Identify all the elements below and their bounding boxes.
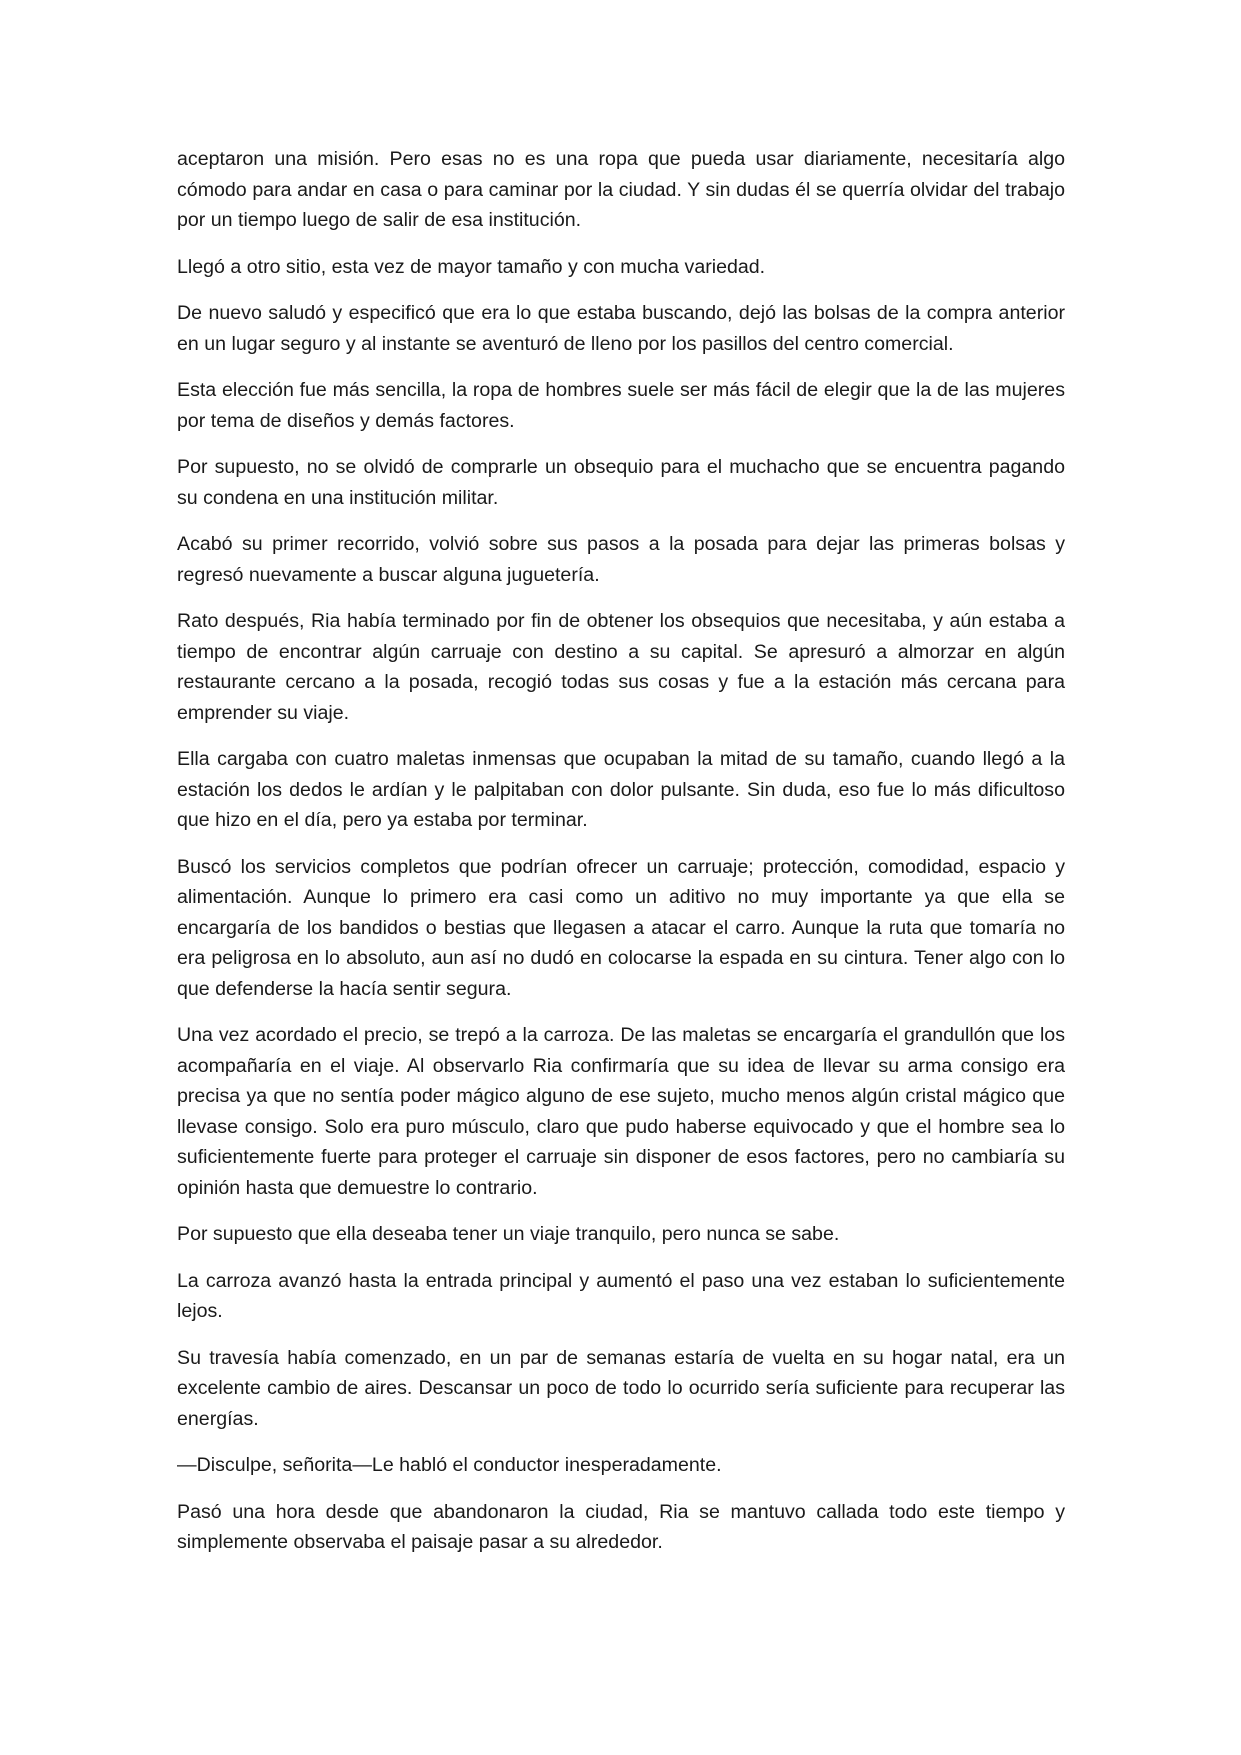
paragraph: La carroza avanzó hasta la entrada principal y aumentó el paso una vez estaban lo suficientemente lejos. xyxy=(177,1269,1065,1322)
document-body xyxy=(177,144,1065,1574)
paragraph: Por supuesto que ella deseaba tener un viaje tranquilo, pero nunca se sabe. xyxy=(177,1223,840,1245)
paragraph: Esta elección fue más sencilla, la ropa de hombres suele ser más fácil de elegir que la de las mujeres por tema de diseños y demás factores. xyxy=(177,379,1065,432)
paragraph: Acabó su primer recorrido, volvió sobre sus pasos a la posada para dejar las primeras bolsas y regresó nuevamente a buscar alguna juguetería. xyxy=(177,533,1065,586)
paragraph: Pasó una hora desde que abandonaron la ciudad, Ria se mantuvo callada todo este tiempo y simplemente observaba el paisaje pasar a su alrededor. xyxy=(177,1500,1065,1553)
paragraph: Por supuesto, no se olvidó de comprarle un obsequio para el muchacho que se encuentra pagando su condena en una institución militar. xyxy=(177,456,1065,509)
paragraph: Buscó los servicios completos que podrían ofrecer un carruaje; protección, comodidad, espacio y alimentación. Aunque lo primero era casi como un aditivo no muy importante ya que ella se encargaría de los bandidos o bestias que llegasen a atacar el carro. Aunque la ruta que tomaría no era peligrosa en lo absoluto, aun así no dudó en colocarse la espada en su cintura. Tener algo con lo que defenderse la hacía sentir segura. xyxy=(177,855,1065,1000)
paragraph: —Disculpe, señorita—Le habló el conductor inesperadamente. xyxy=(177,1454,722,1476)
paragraph: Rato después, Ria había terminado por fin de obtener los obsequios que necesitaba, y aún estaba a tiempo de encontrar algún carruaje con destino a su capital. Se apresuró a almorzar en algún restaurante cercano a la posada, recogió todas sus cosas y fue a la estación más cercana para emprender su viaje. xyxy=(177,610,1065,724)
paragraph: Ella cargaba con cuatro maletas inmensas que ocupaban la mitad de su tamaño, cuando llegó a la estación los dedos le ardían y le palpitaban con dolor pulsante. Sin duda, eso fue lo más dificultoso que hizo en el día, pero ya estaba por terminar. xyxy=(177,748,1065,831)
paragraph: Llegó a otro sitio, esta vez de mayor tamaño y con mucha variedad. xyxy=(177,255,766,278)
paragraph: aceptaron una misión. Pero esas no es una ropa que pueda usar diariamente, necesitaría algo cómodo para andar en casa o para caminar por la ciudad. Y sin dudas él se querría olvidar del trabajo por un tiempo luego de salir de esa institución. xyxy=(177,148,1065,231)
paragraph: De nuevo saludó y especificó que era lo que estaba buscando, dejó las bolsas de la compra anterior en un lugar seguro y al instante se aventuró de lleno por los pasillos del centro comercial. xyxy=(177,302,1065,355)
paragraph: Su travesía había comenzado, en un par de semanas estaría de vuelta en su hogar natal, era un excelente cambio de aires. Descansar un poco de todo lo ocurrido sería suficiente para recuperar las energías. xyxy=(177,1346,1065,1430)
paragraph: Una vez acordado el precio, se trepó a la carroza. De las maletas se encargaría el grandullón que los acompañaría en el viaje. Al observarlo Ria confirmaría que su idea de llevar su arma consigo era precisa ya que no sentía poder mágico alguno de ese sujeto, mucho menos algún cristal mágico que llevase consigo. Solo era puro músculo, claro que pudo haberse equivocado y que el hombre sea lo suficientemente fuerte para proteger el carruaje sin disponer de esos factores, pero no cambiaría su opinión hasta que demuestre lo contrario. xyxy=(177,1024,1065,1199)
